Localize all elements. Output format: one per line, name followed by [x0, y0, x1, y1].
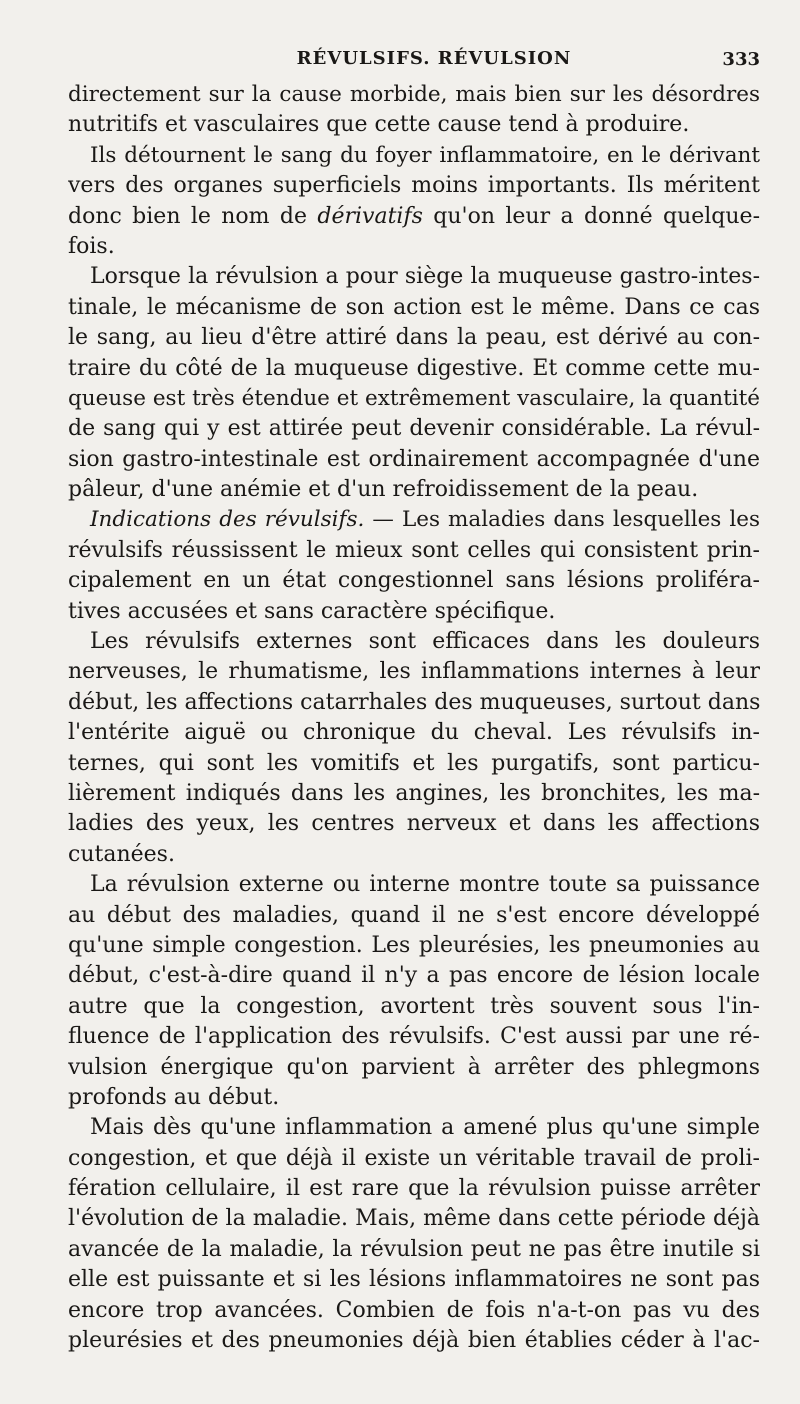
text-line: au début des maladies, quand il ne s'est encore développé — [68, 902, 760, 928]
text-line: pleurésies et des pneumonies déjà bien établies céder à l'ac- — [68, 1328, 760, 1354]
text-line: Lorsque la révulsion a pour siège la muqueuse gastro-intes- — [90, 264, 760, 290]
text-line: ladies des yeux, les centres nerveux et dans les affections — [68, 811, 760, 837]
text-line: Les révulsifs externes sont efficaces dans les douleurs — [90, 629, 760, 655]
text-line: fluence de l'application des révulsifs. C'est aussi par une ré- — [68, 1024, 760, 1050]
text-line: nerveuses, le rhumatisme, les inflammations internes à leur — [68, 659, 760, 685]
text-line: sion gastro-intestinale est ordinairement accompagnée d'une — [68, 446, 760, 472]
text-line: avancée de la maladie, la révulsion peut ne pas être inutile si — [68, 1236, 760, 1262]
text-line: profonds au début. — [68, 1084, 280, 1110]
page-number: 333 — [722, 49, 760, 70]
paragraph — [68, 141, 760, 263]
running-title: RÉVULSIFS. RÉVULSION — [296, 48, 572, 69]
paragraph — [68, 505, 760, 627]
text-line: elle est puissante et si les lésions inflammatoires ne sont pas — [68, 1267, 760, 1293]
section-heading: Indications des révulsifs. — [90, 507, 365, 533]
text-line: l'évolution de la maladie. Mais, même dans cette période déjà — [68, 1206, 760, 1232]
text-line: directement sur la cause morbide, mais bien sur les désordres — [68, 82, 760, 107]
text-line: ternes, qui sont les vomitifs et les purgatifs, sont particu- — [68, 750, 760, 776]
text-run: qu'on leur a donné quelque- — [433, 203, 760, 229]
text-line: l'entérite aiguë ou chronique du cheval. Les révulsifs in- — [68, 720, 760, 746]
text-run: — Les maladies dans lesquelles les — [372, 507, 760, 533]
text-line: tinale, le mécanisme de son action est le même. Dans ce cas — [68, 294, 760, 320]
text-line: vulsion énergique qu'on parvient à arrêter des phlegmons — [68, 1054, 760, 1080]
text-line: qu'une simple congestion. Les pleurésies, les pneumonies au — [68, 932, 760, 958]
text-line: début, les affections catarrhales des muqueuses, surtout dans — [68, 689, 760, 715]
text-line: cutanées. — [68, 841, 175, 867]
text-line: nutritifs et vasculaires que cette cause tend à produire. — [68, 112, 690, 138]
text-line: vers des organes superficiels moins importants. Ils méritent — [68, 173, 760, 199]
paragraph — [68, 80, 760, 141]
text-line: cipalement en un état congestionnel sans lésions proliféra- — [68, 568, 760, 594]
text-line: début, c'est-à-dire quand il n'y a pas encore de lésion locale — [68, 963, 760, 989]
text-line: lièrement indiqués dans les angines, les bronchites, les ma- — [68, 780, 760, 806]
text-line — [68, 505, 760, 535]
text-line: révulsifs réussissent le mieux sont celles qui consistent prin- — [68, 537, 760, 563]
paragraph — [68, 870, 760, 1113]
text-line: Mais dès qu'une inflammation a amené plus qu'une simple — [90, 1115, 760, 1141]
text-line: fois. — [68, 233, 115, 259]
text-line: tives accusées et sans caractère spécifique. — [68, 598, 556, 624]
paragraph — [68, 1113, 760, 1356]
text-line — [68, 202, 760, 232]
text-line: traire du côté de la muqueuse digestive. Et comme cette mu- — [68, 355, 760, 381]
text-run: donc bien le nom de — [68, 203, 308, 229]
text-line: congestion, et que déjà il existe un véritable travail de proli- — [68, 1145, 760, 1171]
emphasis-term: dérivatifs — [317, 203, 423, 229]
running-head — [68, 40, 760, 80]
text-line: encore trop avancées. Combien de fois n'a-t-on pas vu des — [68, 1297, 760, 1323]
paragraph — [68, 627, 760, 870]
text-line: de sang qui y est attirée peut devenir considérable. La révul- — [68, 416, 760, 442]
text-line: le sang, au lieu d'être attiré dans la peau, est dérivé au con- — [68, 325, 760, 351]
text-line: pâleur, d'une anémie et d'un refroidissement de la peau. — [68, 477, 699, 503]
body-text — [68, 80, 760, 1356]
text-line: La révulsion externe ou interne montre toute sa puissance — [90, 872, 760, 898]
text-line: autre que la congestion, avortent très souvent sous l'in- — [68, 993, 760, 1019]
paragraph — [68, 262, 760, 505]
text-line: queuse est très étendue et extrêmement vasculaire, la quantité — [68, 385, 760, 411]
text-line: fération cellulaire, il est rare que la révulsion puisse arrêter — [68, 1176, 760, 1202]
text-line: Ils détournent le sang du foyer inflammatoire, en le dérivant — [90, 142, 760, 168]
